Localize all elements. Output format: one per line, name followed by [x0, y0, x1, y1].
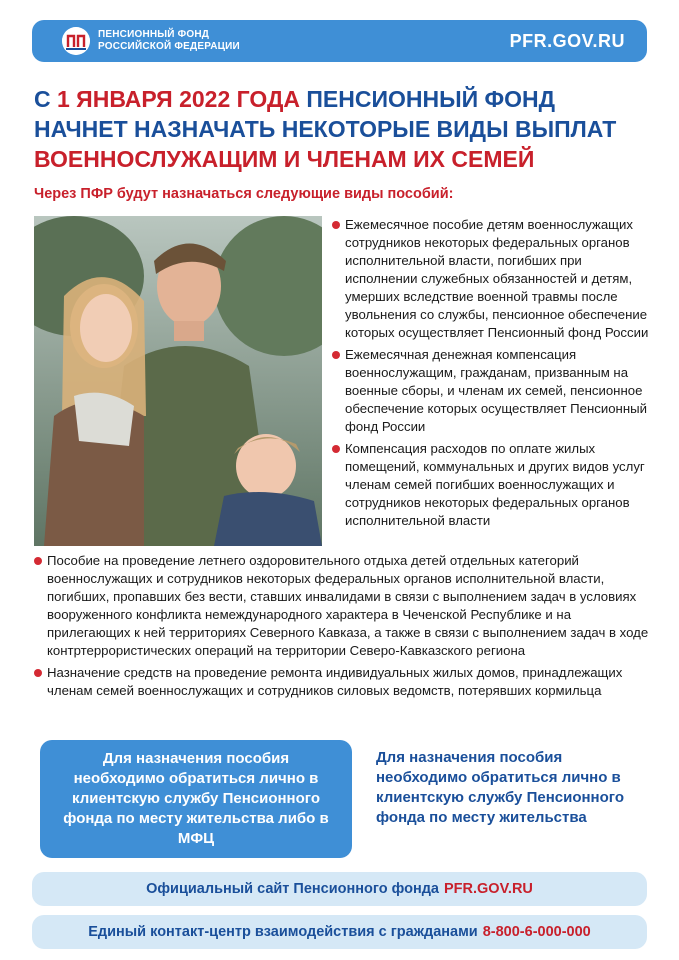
official-site-link[interactable]: PFR.GOV.RU	[444, 881, 533, 897]
list-item: Компенсация расходов по оплате жилых помещений, коммунальных и других видов услуг членам семей погибших военнослужащих и сотрудников некоторых федеральных органов исполнительной власти	[332, 440, 650, 530]
list-item: Назначение средств на проведение ремонта индивидуальных жилых домов, принадлежащих членам семей военнослужащих и сотрудников силовых ведомств, потерявших кормильца	[34, 664, 654, 700]
callout-mfc-box: Для назначения пособия необходимо обратиться лично в клиентскую службу Пенсионного фонда по месту жительства либо в МФЦ	[40, 740, 352, 858]
contact-phone-link[interactable]: 8-800-6-000-000	[482, 924, 591, 940]
title-part3: ПЕНСИОННЫЙ ФОНД НАЧНЕТ НАЗНАЧАТЬ НЕКОТОРЫЕ ВИДЫ ВЫПЛАТ	[34, 86, 617, 142]
benefits-list-right	[332, 216, 650, 534]
page-title	[34, 84, 654, 174]
contact-center-bar	[32, 915, 647, 949]
official-site-bar	[32, 872, 647, 906]
list-item: Ежемесячная денежная компенсация военнослужащим, гражданам, призванным на военные сборы, и членам их семей, пенсионное обеспечение которых осуществляет Пенсионный фонд России	[332, 346, 650, 436]
pfr-logo-icon	[62, 27, 90, 55]
official-site-label: Официальный сайт Пенсионного фонда	[146, 881, 439, 897]
title-part1: С	[34, 86, 57, 112]
benefits-list-full	[34, 552, 654, 704]
title-audience: ВОЕННОСЛУЖАЩИМ И ЧЛЕНАМ ИХ СЕМЕЙ	[34, 146, 535, 172]
benefits-subhead: Через ПФР будут назначаться следующие виды пособий:	[34, 186, 454, 202]
org-name-line1: ПЕНСИОННЫЙ ФОНД	[98, 29, 210, 40]
org-name	[98, 29, 240, 53]
pfr-logo[interactable]	[62, 27, 240, 55]
family-photo	[34, 216, 322, 546]
header-site-link[interactable]: PFR.GOV.RU	[509, 30, 625, 51]
callout-pfr-text: Для назначения пособия необходимо обратиться лично в клиентскую службу Пенсионного фонда по месту жительства	[376, 749, 624, 826]
header-bar	[32, 20, 647, 62]
list-item: Ежемесячное пособие детям военнослужащих сотрудников некоторых федеральных органов исполнительной власти, погибших при исполнении служебных обязанностей и детям, умерших вследствие военной травмы после увольнения со службы, пенсионное обеспечение которых осуществляет Пенсионный фонд России	[332, 216, 650, 342]
org-name-line2: РОССИЙСКОЙ ФЕДЕРАЦИИ	[98, 41, 240, 52]
list-item: Пособие на проведение летнего оздоровительного отдыха детей отдельных категорий военнослужащих и сотрудников некоторых федеральных органов исполнительной власти, погибших, пропавших без вести, ставших инвалидами в связи с выполнением задач в условиях вооруженного конфликта немеждународного характера в Чеченской Республике и на прилегающих к ней территориях Северного Кавказа, а также в связи с выполнением задач в ходе контртеррористических операций на территории Северо-Кавказского региона	[34, 552, 654, 660]
contact-center-label: Единый контакт-центр взаимодействия с гражданами	[88, 924, 478, 940]
title-date: 1 ЯНВАРЯ 2022 ГОДА	[57, 86, 300, 112]
